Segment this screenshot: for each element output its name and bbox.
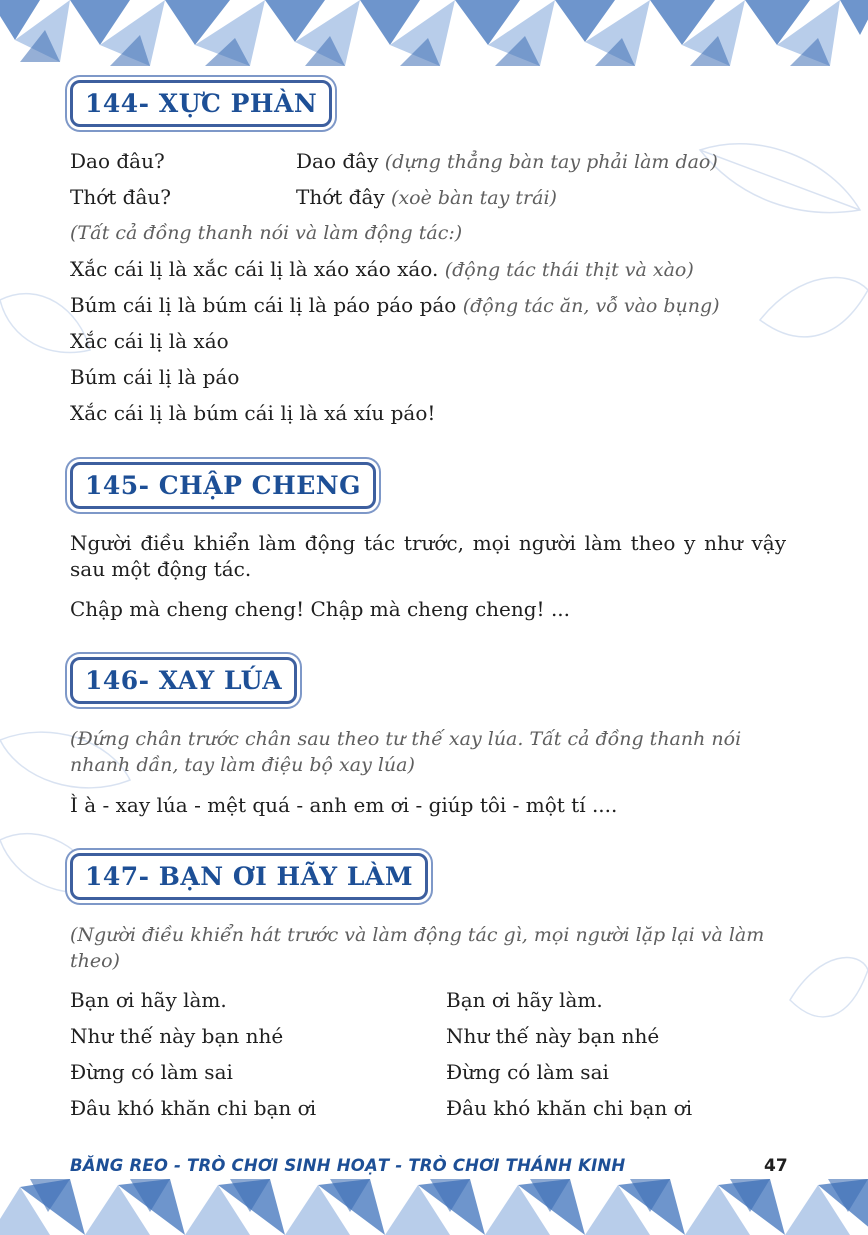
instruction-note: (Người điều khiển hát trước và làm động tác gì, mọi người lặp lại và làm theo) [70, 924, 765, 972]
instruction-note: (Đứng chân trước chân sau theo tư thế xay lúa. Tất cả đồng thanh nói nhanh dần, tay làm điệu bộ xay lúa) [70, 728, 742, 776]
verse-right: Đừng có làm sai [446, 1060, 609, 1084]
verse-line: Xắc cái lị là xáo [70, 329, 229, 353]
section-144-heading [70, 80, 332, 127]
verse-line: Xắc cái lị là búm cái lị là xá xíu páo! [70, 401, 436, 425]
verse-line: Chập mà cheng cheng! Chập mà cheng cheng! ... [70, 597, 571, 621]
verse-line: Ì à - xay lúa - mệt quá - anh em ơi - giúp tôi - một tí .... [70, 793, 618, 817]
section-title: 145- CHẬP CHENG [85, 471, 361, 500]
verse-right: Bạn ơi hãy làm. [446, 988, 603, 1012]
text-line: Thớt đâu? [70, 185, 171, 209]
section-147-heading [70, 853, 428, 900]
verse-line: Búm cái lị là búm cái lị là páo páo páo (động tác ăn, vỗ vào bụng) [70, 293, 720, 317]
instruction-note: (Tất cả đồng thanh nói và làm động tác:) [70, 222, 463, 244]
page-number: 47 [764, 1156, 788, 1176]
verse-right: Như thế này bạn nhé [446, 1024, 660, 1048]
section-title: 146- XAY LÚA [85, 666, 283, 695]
footer-book-title: BĂNG REO - TRÒ CHƠI SINH HOẠT - TRÒ CHƠI THÁNH KINH [70, 1156, 626, 1175]
verse-left: Như thế này bạn nhé [70, 1024, 284, 1048]
section-146-heading [70, 657, 297, 704]
top-triangle-border [0, 0, 868, 78]
paragraph: Người điều khiển làm động tác trước, mọi người làm theo y như vậy sau một động tác. [70, 531, 786, 581]
verse-left: Bạn ơi hãy làm. [70, 988, 227, 1012]
verse-left: Đâu khó khăn chi bạn ơi [70, 1096, 317, 1120]
verse-line: Búm cái lị là páo [70, 365, 240, 389]
verse-line: Xắc cái lị là xắc cái lị là xáo xáo xáo. (động tác thái thịt và xào) [70, 257, 694, 281]
verse-right: Đâu khó khăn chi bạn ơi [446, 1096, 693, 1120]
section-145-heading [70, 462, 376, 509]
section-title: 147- BẠN ƠI HÃY LÀM [85, 862, 413, 891]
text-line: Thớt đây (xoè bàn tay trái) [296, 185, 557, 209]
section-title: 144- XỰC PHÀN [85, 89, 318, 118]
text-line: Dao đâu? [70, 149, 165, 173]
text-line: Dao đây (dựng thẳng bàn tay phải làm dao) [296, 149, 718, 173]
verse-left: Đừng có làm sai [70, 1060, 233, 1084]
bottom-triangle-border [0, 1157, 868, 1235]
